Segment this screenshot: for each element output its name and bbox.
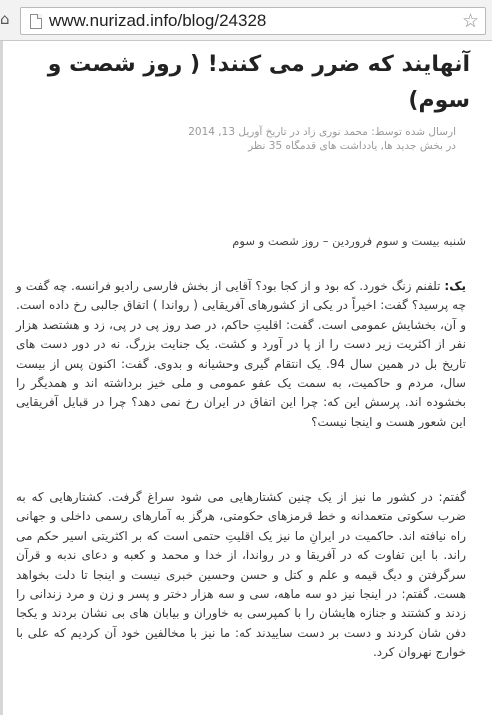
paragraph-lead: یک: — [444, 279, 466, 293]
browser-address-bar — [0, 0, 492, 41]
url-text[interactable]: www.nurizad.info/blog/24328 — [49, 11, 267, 30]
post-subtitle: شنبه بیست و سوم فروردین – روز شصت و سوم — [232, 234, 466, 248]
post-title[interactable]: آنهایند که ضرر می کنند! ( روز شصت و سوم) — [47, 52, 470, 113]
blog-page — [0, 41, 492, 715]
post-paragraph-2: گفتم: در کشور ما نیز از یک چنین کشتارهایی می شود سراغ گرفت. کشتارهایی که به ضرب سکوتی متعمدانه و خط قرمزهای حکومتی، هرگز به آمارهای رسمی داخلی و جهانی راه نیافته اند. حاکمیت در ایرانِ ما نیز یک اقلیتِ حتمی است که بر اکثریتی اسیر حکم می راند. با این تفاوت که در آفریقا و در رواندا، از خدا و محمد و کعبه و دعای ندبه و قرآن سرگرفتن و دیگ قیمه و علم و کتل و حسن وحسین خبری نیست و اینجا تا دلت بخواهد هست. گفتم: در اینجا نیز دو سه ماهه، سی و سه هزار دختر و پسر و زن و مرد زندانی را زدند و کشتند و جنازه هایشان را با کمپرسی به خاوران و بیابان های بی نشان بردند و یکجا دفن شان کردند و دست بر دست ساییدند که: ما نیز با مخالفین خود آن کردیم که علی با خوارج نهروان کرد. — [16, 490, 466, 660]
url-field[interactable] — [20, 7, 486, 35]
bookmark-star-icon[interactable]: ☆ — [461, 10, 479, 32]
post-meta-author-date: ارسال شده توسط: محمد نوری زاد در تاریخ آوریل 13, 2014 — [188, 126, 456, 138]
page-icon — [30, 14, 42, 29]
home-icon[interactable]: ⌂ — [0, 11, 10, 27]
post-meta-category-comments[interactable]: در بخش جدید ها, یادداشت های قدمگاه 35 نظر — [248, 140, 456, 152]
post-meta — [56, 125, 456, 153]
paragraph-body: تلفنم زنگ خورد. که بود و از کجا بود؟ آقایی از بخش فارسی رادیو فرانسه. چه گفت و چه پرسید؟ گفت: اخیراً در یکی از کشورهای آفریقایی ( رواندا ) اتفاق جالبی رخ داده است. و آن، بخشایش عمومی است. گفت: اقلیتِ حاکم، در صد روز پی در پی، زد و هشتصد هزار نفر از اکثریت زیر دست را از پا در آورد و کشت. یک جنایت بزرگ. نه در دور دست های تاریخ بل در همین سال 94. یک انتقام گیری وحشیانه و بدوی. گفت: اکنون پس از بیست سال، مردم و حاکمیت، به سمت یک عفو عمومی و ملی خیز برداشته اند و همدیگر را بخشوده اند. پرسش این که: چرا این اتفاق در ایران رخ نمی دهد؟ چرا در قبایل آفریقایی این شعور هست و اینجا نیست؟ — [16, 279, 467, 429]
post-paragraph-1 — [16, 277, 466, 432]
